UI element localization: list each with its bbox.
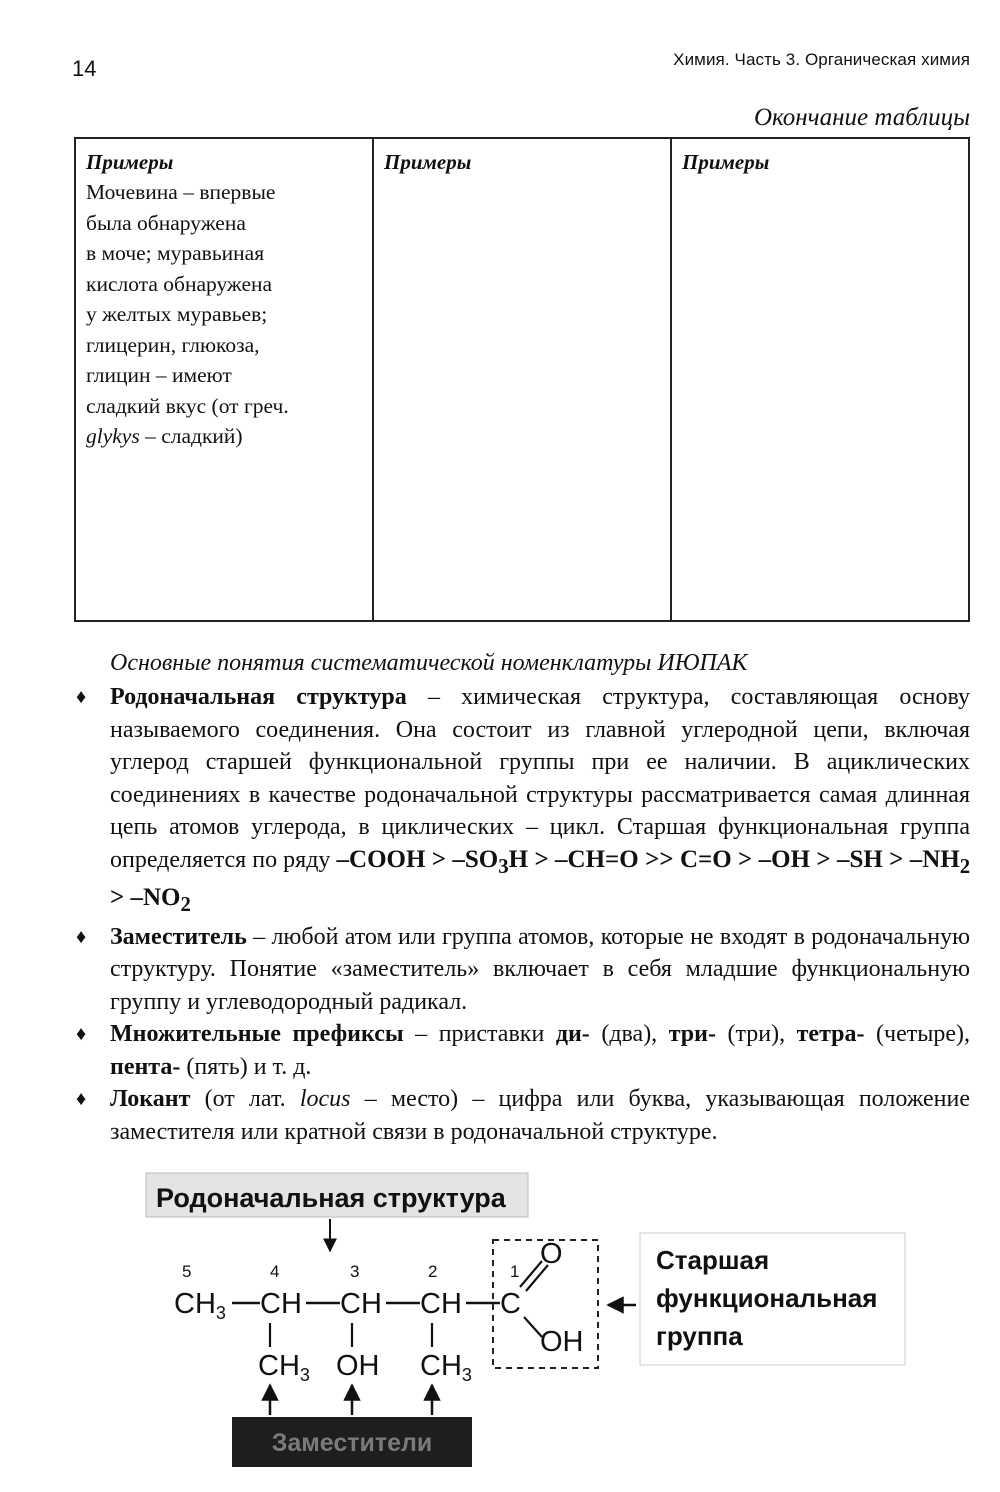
- definition: (три),: [715, 1021, 797, 1047]
- definitions-list: [76, 681, 970, 1148]
- bullet-icon: ♦: [76, 925, 87, 948]
- table-column-1: [76, 139, 372, 620]
- chain-atom-2: CH: [420, 1288, 462, 1320]
- symbol: >>: [645, 845, 674, 873]
- label-line: функциональная: [656, 1283, 878, 1313]
- subscript: 3: [498, 853, 509, 878]
- formula: H: [508, 845, 529, 873]
- formula: –SH: [836, 845, 883, 873]
- chain-atom-5: $CH_3$: [174, 1288, 226, 1323]
- text-line: кислота обнаружена: [86, 271, 273, 296]
- label-line: Старшая: [656, 1245, 770, 1275]
- text-line: была обнаружена: [86, 210, 246, 235]
- prefix: тетра-: [796, 1021, 865, 1047]
- list-item: [76, 921, 970, 1019]
- label-line: группа: [656, 1321, 743, 1351]
- text-line: сладкий вкус (от греч.: [86, 393, 289, 418]
- senior-group-label: [656, 1245, 885, 1351]
- bullet-icon: ♦: [76, 1023, 87, 1045]
- column-heading: Примеры: [682, 150, 770, 174]
- text-line: [86, 421, 362, 452]
- table-column-3: [670, 139, 968, 620]
- term: Заместитель: [110, 923, 247, 950]
- definition: – любой атом или группа атомов, которые не входят в родоначальную структуру. Понятие «заместитель» включает в себя младшие функциональную группу и углеводородный радикал.: [110, 923, 970, 1015]
- definition: (пять) и т. д.: [180, 1053, 312, 1080]
- column-text: [86, 177, 362, 452]
- term: Родоначальная структура: [110, 684, 407, 710]
- text-line: у желтых муравьев;: [86, 302, 268, 326]
- symbol: >: [738, 845, 753, 873]
- chain-atom-4: CH: [260, 1288, 302, 1320]
- bullet-icon: ♦: [76, 1088, 87, 1110]
- locant-4: 4: [270, 1262, 280, 1281]
- parent-structure-label: Родоначальная структура: [156, 1183, 506, 1213]
- locant-3: 3: [350, 1262, 360, 1281]
- substituent-label: Заместители: [271, 1429, 433, 1457]
- formula: –OH: [758, 845, 811, 873]
- substituent-hydroxyl: OH: [336, 1350, 380, 1382]
- column-heading: Примеры: [384, 150, 472, 174]
- substituent-methyl: $CH_3$: [258, 1350, 310, 1385]
- formula: C=O: [679, 845, 732, 873]
- oxygen-atom: O: [540, 1238, 563, 1270]
- symbol: >: [889, 845, 904, 873]
- list-item: [76, 1018, 970, 1083]
- chain-atom-1: C: [500, 1288, 521, 1320]
- text-line: глицин – имеют: [86, 363, 232, 387]
- subscript: 2: [180, 892, 191, 916]
- bullet-icon: ♦: [76, 686, 87, 708]
- formula: –COOH: [336, 845, 426, 873]
- locant-5: 5: [182, 1262, 192, 1281]
- prefix: ди-: [555, 1021, 590, 1047]
- term: Локант: [110, 1086, 191, 1112]
- greek-word: glykys: [86, 424, 140, 448]
- locant-2: 2: [428, 1262, 438, 1281]
- page-number: 14: [72, 56, 97, 81]
- section-title: Основные понятия систематической номенклатуры ИЮПАК: [110, 650, 748, 676]
- list-item: [76, 1083, 970, 1148]
- definition: (два),: [589, 1021, 669, 1047]
- table-caption: Окончание таблицы: [753, 104, 970, 131]
- symbol: >: [816, 845, 831, 873]
- definition: – приставки: [403, 1021, 556, 1047]
- hydroxyl-group: OH: [540, 1326, 584, 1358]
- definition: (от лат.: [190, 1086, 300, 1112]
- prefix: пента-: [110, 1053, 181, 1080]
- symbol: >: [431, 845, 447, 873]
- column-heading: Примеры: [86, 150, 174, 174]
- list-item: [76, 681, 970, 921]
- term: Множительные префиксы: [110, 1021, 404, 1047]
- definition: – химическая структура, составляющая основу называемого соединения. Она состоит из главной углеродной цепи, включая углерод старшей функциональной группы при ее наличии. В ациклических соединениях в качестве родоначальной структуры рассматривается самая длинная цепь атомов углерода, в циклических – цикл. Старшая функциональная группа определяется по ряду: [110, 684, 970, 873]
- formula: –NO: [130, 884, 181, 911]
- substituent-methyl: $CH_3$: [420, 1350, 472, 1385]
- text-line: Мочевина – впервые: [86, 180, 276, 204]
- formula: –NH: [909, 845, 960, 873]
- formula: –SO: [452, 845, 499, 873]
- symbol: >: [534, 845, 549, 873]
- formula: –CH=O: [555, 845, 639, 873]
- locant-1: 1: [510, 1262, 520, 1281]
- prefix: три-: [668, 1021, 716, 1047]
- text-fragment: – сладкий): [139, 424, 243, 448]
- text-line: глицерин, глюкоза,: [86, 332, 260, 357]
- symbol: >: [110, 884, 125, 911]
- chain-atom-3: CH: [340, 1288, 382, 1320]
- text-line: в моче; муравьиная: [86, 241, 265, 265]
- table-column-2: [372, 139, 670, 620]
- definition: (четыре),: [864, 1021, 971, 1047]
- running-head: Химия. Часть 3. Органическая химия: [673, 50, 970, 69]
- subscript: 2: [959, 853, 971, 878]
- definition: – место) – цифра или буква, указывающая положение заместителя или кратной связи в родоначальной структуре.: [110, 1086, 971, 1145]
- double-bond: [520, 1261, 542, 1287]
- latin-word: locus: [299, 1086, 351, 1112]
- examples-table: [74, 137, 970, 622]
- nomenclature-diagram: [140, 1165, 920, 1485]
